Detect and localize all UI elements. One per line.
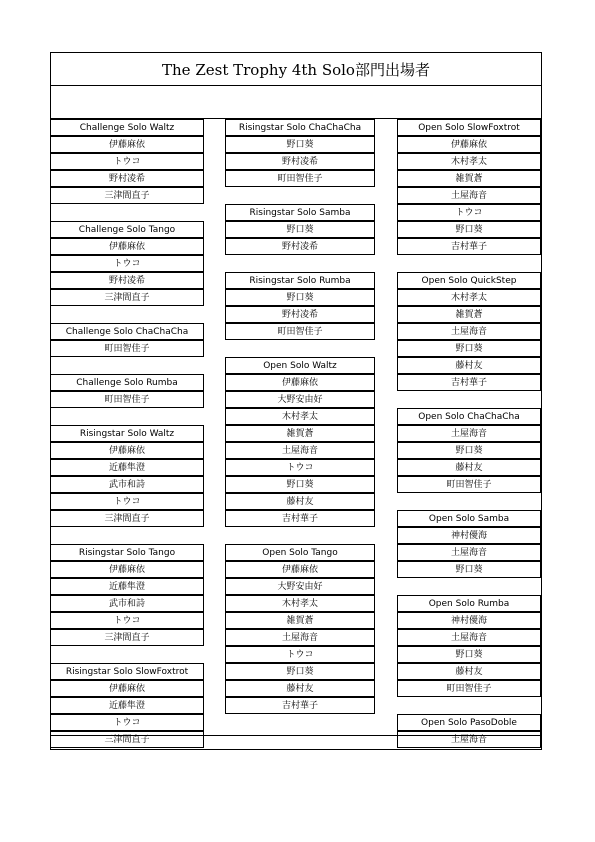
entrant-name: 伊藤麻依 (397, 136, 541, 153)
entrant-name: 神村優海 (397, 612, 541, 629)
entrant-name: 野口葵 (397, 340, 541, 357)
entrant-name: 町田智佳子 (225, 323, 375, 340)
entrant-name: 武市和詩 (51, 476, 204, 493)
entrant-name: 木村孝太 (225, 595, 375, 612)
event-header: Risingstar Solo Samba (225, 204, 375, 221)
entrant-name: 野村凌希 (51, 272, 204, 289)
entrant-name: 伊藤麻依 (51, 680, 204, 697)
entrant-name: 藤村友 (397, 357, 541, 374)
entrant-name: 三津間直子 (51, 187, 204, 204)
page-title: The Zest Trophy 4th Solo部門出場者 (51, 53, 541, 86)
entrant-name: 吉村華子 (225, 510, 375, 527)
spacer-row (51, 527, 204, 544)
entrant-name: 町田智佳子 (397, 680, 541, 697)
entrant-name: 大野安由好 (225, 578, 375, 595)
entrant-name: 雑賀蒼 (397, 170, 541, 187)
event-header: Open Solo PasoDoble (397, 714, 541, 731)
entrant-name: 野村凌希 (225, 306, 375, 323)
event-header: Open Solo ChaChaCha (397, 408, 541, 425)
entrant-name: 土屋海音 (397, 544, 541, 561)
spacer-row (225, 527, 375, 544)
event-header: Risingstar Solo Tango (51, 544, 204, 561)
entrant-name: トウコ (51, 612, 204, 629)
event-header: Open Solo Samba (397, 510, 541, 527)
entrant-name: 野村凌希 (225, 238, 375, 255)
spacer-row (225, 340, 375, 357)
entrant-name: 野口葵 (225, 476, 375, 493)
entrant-name: 町田智佳子 (225, 170, 375, 187)
entrant-name: 土屋海音 (397, 187, 541, 204)
event-header: Open Solo Rumba (397, 595, 541, 612)
entrant-name: 野口葵 (397, 646, 541, 663)
entrant-name: 雑賀蒼 (397, 306, 541, 323)
entrant-name: 藤村友 (397, 663, 541, 680)
entrant-name: 近藤隼澄 (51, 459, 204, 476)
entrant-name: 伊藤麻依 (225, 374, 375, 391)
entrant-name: 藤村友 (225, 680, 375, 697)
event-header: Risingstar Solo Waltz (51, 425, 204, 442)
spacer-row (225, 255, 375, 272)
entrant-name: 野口葵 (225, 136, 375, 153)
entrant-name: 三津間直子 (51, 289, 204, 306)
spacer-row (225, 187, 375, 204)
event-header: Challenge Solo Waltz (51, 119, 204, 136)
spacer-row (397, 578, 541, 595)
entrant-name: 木村孝太 (225, 408, 375, 425)
entry-sheet (50, 52, 542, 750)
entrant-name: 土屋海音 (397, 425, 541, 442)
spacer-row (51, 357, 204, 374)
spacer-row (225, 102, 375, 119)
entrant-name: 伊藤麻依 (225, 561, 375, 578)
entrant-name: 野口葵 (225, 663, 375, 680)
spacer-row (397, 697, 541, 714)
entrant-name: 木村孝太 (397, 153, 541, 170)
entrant-name: 雑賀蒼 (225, 612, 375, 629)
entrant-name: 伊藤麻依 (51, 238, 204, 255)
spacer-row (397, 493, 541, 510)
entrant-name: 大野安由好 (225, 391, 375, 408)
event-header: Open Solo Waltz (225, 357, 375, 374)
event-header: Open Solo Tango (225, 544, 375, 561)
entrant-name: 神村優海 (397, 527, 541, 544)
event-header: Challenge Solo Tango (51, 221, 204, 238)
entrant-name: 野口葵 (225, 221, 375, 238)
spacer-row (51, 408, 204, 425)
entrant-name: 野村凌希 (225, 153, 375, 170)
entrant-name: トウコ (225, 646, 375, 663)
spacer-row (397, 102, 541, 119)
entrant-name: トウコ (225, 459, 375, 476)
entrant-name: 吉村華子 (397, 374, 541, 391)
entrant-name: 野村凌希 (51, 170, 204, 187)
entrant-name: トウコ (51, 714, 204, 731)
entrant-name: 三津間直子 (51, 731, 204, 748)
event-header: Open Solo SlowFoxtrot (397, 119, 541, 136)
entrant-name: 町田智佳子 (397, 476, 541, 493)
spacer-row (51, 306, 204, 323)
event-header: Challenge Solo Rumba (51, 374, 204, 391)
entrant-name: 近藤隼澄 (51, 697, 204, 714)
spacer-row (51, 102, 204, 119)
entrant-name: 吉村華子 (397, 238, 541, 255)
entrant-name: 野口葵 (397, 442, 541, 459)
entrant-name: 野口葵 (397, 221, 541, 238)
entrant-name: 町田智佳子 (51, 391, 204, 408)
event-header: Risingstar Solo Rumba (225, 272, 375, 289)
entrant-name: 近藤隼澄 (51, 578, 204, 595)
event-header: Risingstar Solo ChaChaCha (225, 119, 375, 136)
spacer-row (397, 391, 541, 408)
event-header: Open Solo QuickStep (397, 272, 541, 289)
entrant-name: トウコ (397, 204, 541, 221)
entrant-name: 三津間直子 (51, 629, 204, 646)
event-header: Challenge Solo ChaChaCha (51, 323, 204, 340)
spacer-row (51, 646, 204, 663)
entrant-name: 土屋海音 (397, 629, 541, 646)
entrant-name: トウコ (51, 255, 204, 272)
entrant-name: トウコ (51, 153, 204, 170)
entrant-name: 藤村友 (225, 493, 375, 510)
divider (51, 735, 541, 736)
entrant-name: 土屋海音 (225, 442, 375, 459)
entrant-name: 雑賀蒼 (225, 425, 375, 442)
entrant-name: 藤村友 (397, 459, 541, 476)
entrant-name: 伊藤麻依 (51, 136, 204, 153)
entrant-name: 木村孝太 (397, 289, 541, 306)
entrant-name: 三津間直子 (51, 510, 204, 527)
entrant-name: 町田智佳子 (51, 340, 204, 357)
entrant-name: トウコ (51, 493, 204, 510)
entrant-name: 土屋海音 (225, 629, 375, 646)
entrant-name: 野口葵 (225, 289, 375, 306)
event-header: Risingstar Solo SlowFoxtrot (51, 663, 204, 680)
entrant-name: 伊藤麻依 (51, 561, 204, 578)
entrant-name: 伊藤麻依 (51, 442, 204, 459)
divider (51, 118, 541, 119)
entrant-name: 吉村華子 (225, 697, 375, 714)
entrant-name: 土屋海音 (397, 323, 541, 340)
entrant-name: 武市和詩 (51, 595, 204, 612)
spacer-row (397, 255, 541, 272)
entrant-name: 野口葵 (397, 561, 541, 578)
spacer-row (51, 204, 204, 221)
entrant-name: 土屋海音 (397, 731, 541, 748)
